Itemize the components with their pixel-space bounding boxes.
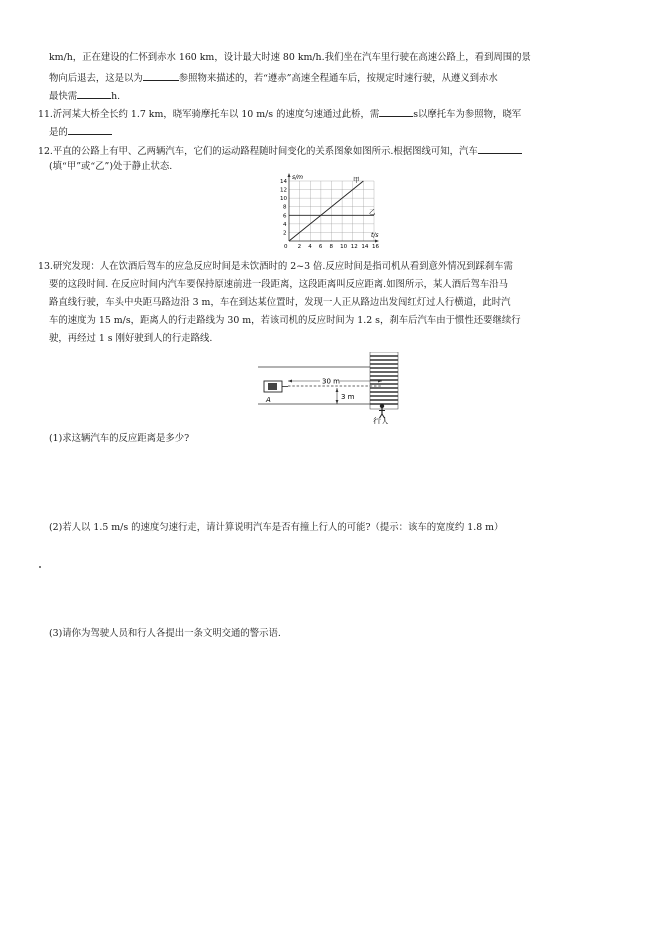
crosswalk-stripes (370, 352, 398, 409)
answer-blank[interactable] (478, 144, 522, 154)
q11-line-2: 是的 (49, 125, 112, 139)
x-axis-label: t/s (371, 232, 379, 239)
distance-label: 30 m (322, 377, 340, 386)
y-axis-label: s/m (292, 174, 303, 181)
q12-line-1: 12.平直的公路上有甲、乙两辆汽车，它们的运动路程随时间变化的关系图象如图所示.根据图线可知，汽车 (38, 144, 522, 158)
y-tick-label: 12 (280, 187, 287, 194)
q13-line-1: 13.研究发现：人在饮酒后驾车的应急反应时间是未饮酒时的 2~3 倍.反应时间是指司机从看到意外情况到踩刹车需 (38, 261, 513, 272)
s-t-graph (272, 172, 387, 250)
series-label-yi: 乙 (369, 208, 376, 216)
x-tick-label: 8 (329, 244, 333, 250)
origin-label: 0 (284, 244, 288, 250)
y-tick-label: 8 (283, 204, 287, 211)
q12-line-2: (填“甲”或“乙”)处于静止状态. (49, 161, 173, 172)
offset-label: 3 m (341, 393, 355, 401)
sub-question-3: (3)请你为驾驶人员和行人各提出一条文明交通的警示语. (49, 628, 281, 639)
x-tick-label: 4 (308, 244, 312, 250)
q13-line-2: 要的这段时间. 在反应时间内汽车要保持原速前进一段距离，这段距离叫反应距离.如图所示，某人酒后驾车沿马 (49, 279, 508, 290)
pedestrian-label: 行人 (373, 417, 389, 424)
x-tick-label: 6 (318, 244, 323, 250)
q13-line-5: 驶，再经过 1 s 刚好驶到人的行走路线. (49, 333, 213, 344)
x-tick-label: 14 (361, 244, 369, 250)
arrow-left-icon (288, 380, 292, 383)
sub-question-1: (1)求这辆汽车的反应距离是多少? (49, 433, 190, 444)
y-tick-label: 6 (283, 213, 287, 220)
q13-line-4: 车的速度为 15 m/s，距离人的行走路线为 30 m，若该司机的反应时间为 1.2 s，刹车后汽车由于惯性还要继续行 (49, 315, 521, 326)
x-tick-label: 16 (372, 244, 379, 250)
series-line-jia (289, 181, 363, 241)
q13-line-3: 路直线行驶，车头中央距马路边沿 3 m，车在到达某位置时，发现一人正从路边出发闯红灯过人行横道，此时汽 (49, 297, 511, 308)
series-label-jia: 甲 (353, 176, 360, 184)
sub-question-2: (2)若人以 1.5 m/s 的速度匀速行走，请计算说明汽车是否有撞上行人的可能?（提示：该车的宽度约 1.8 m） (49, 522, 504, 533)
x-tick-label: 2 (297, 244, 302, 250)
y-tick-label: 14 (280, 179, 287, 185)
pedestrian-icon (379, 404, 385, 418)
x-tick-label: 12 (350, 244, 358, 250)
q10-line-2: 物向后退去，这是以为 参照物来描述的，若“遵赤”高速全程通车后，按规定时速行驶，从遵义到赤水 (49, 73, 498, 84)
answer-blank[interactable] (379, 107, 413, 117)
q11-line-1: 11.沂河某大桥全长约 1.7 km，晓军骑摩托车以 10 m/s 的速度匀速通过此桥，需 s以摩托车为参照物，晓军 (38, 109, 522, 120)
y-tick-label: 4 (283, 221, 287, 228)
y-tick-label: 10 (280, 196, 287, 203)
x-axis-arrow-icon (375, 240, 379, 243)
x-tick-label: 10 (340, 244, 348, 250)
point-a-label: A (266, 396, 271, 404)
stray-dot (39, 566, 41, 568)
graph-grid (289, 181, 374, 241)
road-diagram (258, 352, 404, 424)
arrow-down-icon (336, 400, 339, 404)
answer-blank[interactable] (68, 125, 112, 135)
answer-blank[interactable] (77, 89, 111, 99)
arrow-up-icon (336, 388, 339, 392)
answer-blank[interactable] (143, 71, 179, 81)
q10-line-1: km/h，正在建设的仁怀到赤水 160 km，设计最大时速 80 km/h.我们坐在汽车里行驶在高速公路上，看到周围的景 (49, 52, 531, 63)
car-icon (264, 381, 288, 392)
q10-line-3: 最快需 h. (49, 91, 121, 102)
y-tick-label: 2 (283, 230, 287, 237)
y-axis-arrow-icon (288, 173, 291, 177)
